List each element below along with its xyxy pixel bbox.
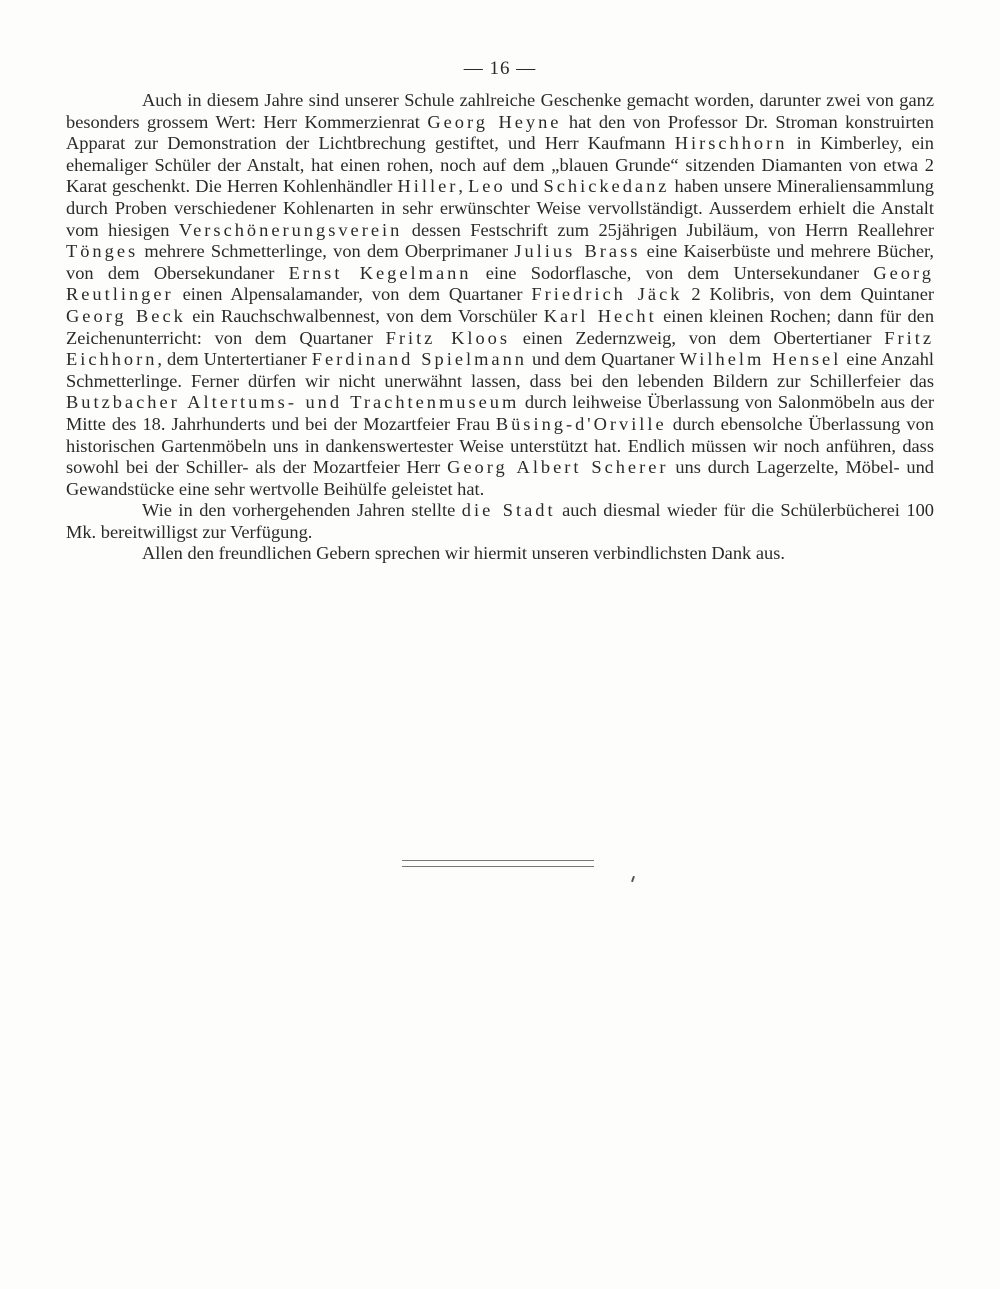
spaced-name: Schickedanz — [543, 176, 670, 197]
text-run: in Kimberley, ein ehemaliger Schüler der Anstalt, hat einen rohen, noch auf dem „blauen Grunde“ sitzenden Diamanten von etwa 2 Karat geschenkt. Die Herren Kohlenhändler — [66, 133, 934, 197]
page-body — [66, 58, 934, 565]
text-run: durch ebensolche Überlassung von historischen Gartenmöbeln uns in dankenswertester Weise unterstützt hat. Endlich müssen wir noch anführen, dass sowohl bei der Schiller- als der Mozartfeier Herr — [66, 413, 934, 478]
text-body — [66, 90, 934, 565]
text-run: durch leihweise Überlassung von Salonmöbeln aus der Mitte des 18. Jahrhunderts und bei der Mozartfeier Frau — [66, 392, 935, 434]
spaced-name: Georg Reutlinger — [66, 262, 934, 305]
text-run: Wie in den vorhergehenden Jahren stellte — [142, 500, 462, 521]
spaced-name: Karl Hecht — [543, 305, 657, 326]
text-run: hat den von Professor Dr. Stroman konstruirten Apparat zur Demonstration der Lichtbrechung gestiftet, und Herr Kaufmann — [66, 111, 934, 154]
spaced-name: Julius Brass — [514, 241, 641, 262]
section-divider — [402, 860, 594, 867]
text-run: ein Rauchschwalbennest, von dem Vorschüler — [185, 305, 544, 326]
spaced-name: Leo — [468, 176, 506, 197]
text-run: uns durch Lagerzelte, Möbel- und Gewandstücke eine sehr wertvolle Beihülfe geleistet hat. — [66, 457, 934, 499]
text-run: Auch in diesem Jahre sind unserer Schule zahlreiche Geschenke gemacht worden, darunter zwei von ganz besonders grossem Wert: Herr Kommerzienrat — [66, 90, 934, 132]
text-run: haben unsere Mineraliensammlung durch Proben verschiedener Kohlenarten in sehr erwünschter Weise vervollständigt. Ausserdem erhielt die Anstalt vom hiesigen — [66, 176, 935, 240]
spaced-name: Ernst Kegelmann — [288, 262, 472, 283]
spaced-name: Fritz Kloos — [385, 327, 511, 348]
text-run: einen Zedernzweig, von dem Obertertianer — [510, 327, 885, 348]
text-run: Allen den freundlichen Gebern sprechen wir hiermit unseren verbindlichsten Dank aus. — [142, 543, 785, 564]
paragraph-3 — [66, 543, 934, 565]
spaced-name: Friedrich Jäck — [531, 284, 683, 305]
spaced-name: Tönges — [66, 241, 139, 262]
text-run: eine Anzahl Schmetterlinge. Ferner dürfen wir nicht unerwähnt lassen, dass bei den lebenden Bildern zur Schillerfeier das — [66, 349, 935, 391]
text-run: , dem Untertertianer — [157, 349, 312, 370]
spaced-name: Fritz Eichhorn — [66, 327, 934, 370]
spaced-name: Verschönerungsverein — [178, 219, 403, 240]
spaced-name: die Stadt — [461, 500, 556, 521]
text-run: einen Alpensalamander, von dem Quartaner — [173, 284, 532, 305]
text-run: einen kleinen Rochen; dann für den Zeichenunterricht: von dem Quartaner — [66, 305, 935, 348]
text-run: eine Sodorflasche, von dem Untersekundaner — [471, 262, 874, 283]
spaced-name: Ferdinand Spielmann — [311, 349, 527, 370]
text-run: eine Kaiserbüste und mehrere Bücher, von dem Obersekundaner — [66, 241, 934, 283]
print-speck — [631, 876, 635, 882]
spaced-name: Georg Albert Scherer — [447, 457, 669, 478]
page-number: — 16 — — [463, 58, 537, 79]
spaced-name: Hirschhorn — [674, 133, 788, 154]
paragraph-2 — [66, 500, 934, 543]
paragraph-1 — [66, 90, 934, 500]
text-run: mehrere Schmetterlinge, von dem Oberprimaner — [138, 241, 515, 262]
spaced-name: Wilhelm Hensel — [679, 349, 842, 370]
spaced-name: Georg Beck — [66, 305, 186, 326]
spaced-name: Georg Heyne — [427, 111, 562, 132]
spaced-name: Butzbacher Altertums- und Trachtenmuseum — [66, 392, 520, 413]
spaced-name: Büsing-d'Orville — [495, 413, 667, 434]
text-run: , — [458, 176, 469, 197]
text-run: auch diesmal wieder für die Schülerbücherei 100 Mk. bereitwilligst zur Verfügung. — [66, 500, 935, 542]
spaced-name: Hiller — [397, 176, 459, 197]
text-run: und dem Quartaner — [526, 349, 680, 370]
text-run: und — [505, 176, 544, 197]
text-run: 2 Kolibris, von dem Quintaner — [682, 284, 934, 305]
text-run: dessen Festschrift zum 25jährigen Jubiläum, von Herrn Reallehrer — [402, 219, 934, 240]
